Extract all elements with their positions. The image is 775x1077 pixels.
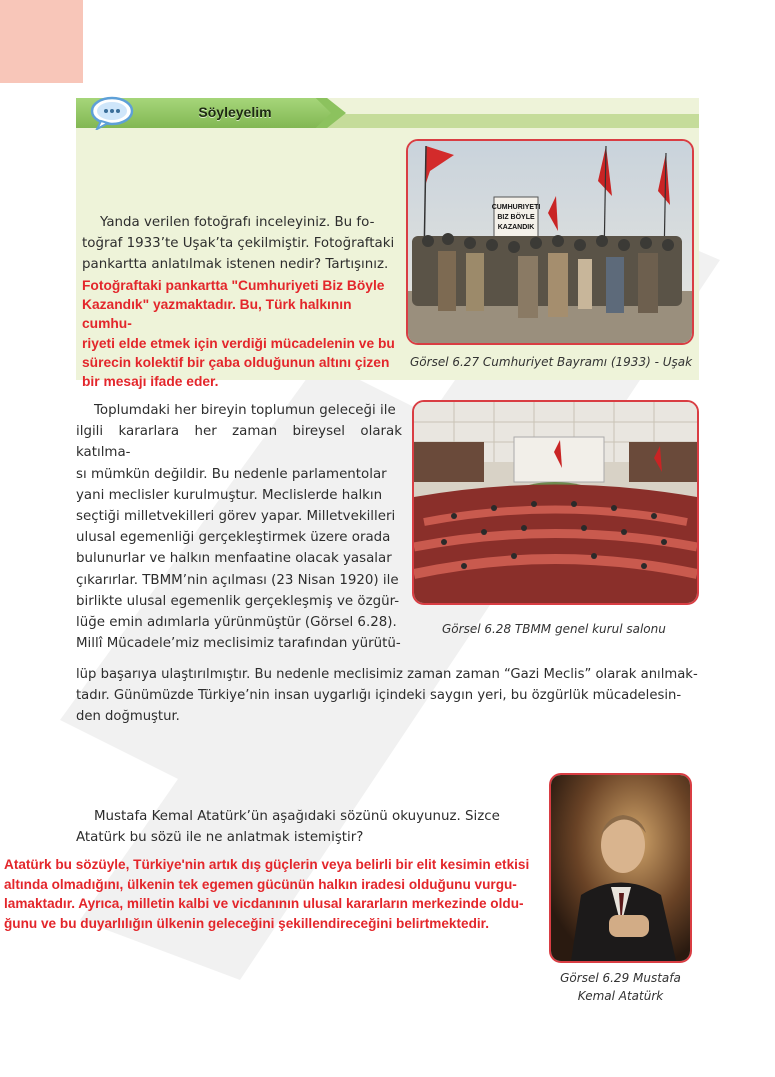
answer-line: Atatürk bu sözüyle, Türkiye'nin artık dış güçlerin veya belirli bir elit kesimin etkisi [4,857,530,872]
quote-answer [4,855,544,933]
text-line: seçtiği milletvekilleri görev yapar. Milletvekilleri [76,509,396,525]
main-paragraph-wide [76,664,699,728]
photo-ataturk-portrait [549,773,692,963]
photo-caption: Görsel 6.27 Cumhuriyet Bayramı (1933) - Uşak [410,355,693,369]
text-line: çıkarırlar. TBMM’nin açılması (23 Nisan 1920) ile [76,572,399,588]
photo-tbmm-hall [412,400,699,605]
main-paragraph-narrow [76,400,402,654]
text-line: bulunurlar ve halkın menfaatine olacak yasalar [76,551,392,567]
banner-text: BIZ BÖYLE [497,214,535,221]
banner-text: CUMHURIYETI [491,204,541,211]
text-line: ulusal egemenliği gerçekleştirmek üzere orada [76,530,391,546]
answer-line: bir mesajı ifade eder. [82,374,219,390]
caption-line: Kemal Atatürk [577,989,664,1003]
section-question [82,212,396,276]
text-line: toğraf 1933’te Uşak’ta çekilmiştir. Fotoğraftaki [82,236,395,252]
text-line: Toplumdaki her bireyin toplumun geleceği ile [94,403,396,418]
text-line: tadır. Günümüzde Türkiye’nin insan uygarlığı içindeki saygın yeri, bu özgürlük mücadelesin- [76,688,682,704]
photo-caption: Görsel 6.28 TBMM genel kurul salonu [442,622,666,636]
answer-line: Kazandık" yazmaktadır. Bu, Türk halkının cumhu- [82,297,352,332]
answer-line: sürecin kolektif bir çaba olduğunun altını çizen [82,354,390,370]
answer-line: riyeti elde etmek için verdiği mücadelenin ve bu [82,335,395,351]
banner-text: KAZANDIK [497,224,535,231]
crowd-photo [408,141,692,343]
text-line: Millî Mücadele’miz meclisimiz tarafından yürütü- [76,636,401,652]
section-title: Söyleyelim [198,104,272,120]
text-line: lüp başarıya ulaştırılmıştır. Bu nedenle meclisimiz zaman zaman “Gazi Meclis” olarak anılmak- [76,667,698,682]
answer-line: Fotoğraftaki pankartta "Cumhuriyeti Biz Böyle [82,278,385,293]
assembly-hall-photo [414,402,697,603]
answer-line: lamaktadır. Ayrıca, milletin kalbi ve vicdanının ulusal kararların merkezinde oldu- [4,896,524,912]
text-line: sı mümkün değildir. Bu nedenle parlamentolar [76,466,387,482]
corner-color-block [0,0,83,83]
text-line: Yanda verilen fotoğrafı inceleyiniz. Bu fo- [100,215,375,230]
quote-question [76,806,526,848]
speech-bubble-icon [89,96,135,130]
text-line: lüğe emin adımlarla yürünmüştür (Görsel 6.28). [76,615,397,631]
text-line: yani meclisler kurulmuştur. Meclislerde halkın [76,487,383,503]
text-line: birlikte ulusal egemenlik gerçekleşmiş ve özgür- [76,593,400,609]
answer-line: altında olmadığını, ülkenin tek egemen gücünün halkın iradesi olduğunu vurgu- [4,876,517,892]
portrait-photo [551,775,690,961]
answer-line: ğunu ve bu duyarlılığın ülkenin geleceğini şekillendireceğini belirtmektedir. [4,915,489,931]
text-line: Mustafa Kemal Atatürk’ün aşağıdaki sözünü okuyunuz. Sizce [94,809,500,824]
photo-caption [549,969,692,1005]
text-line: den doğmuştur. [76,709,180,725]
text-line: pankartta anlatılmak istenen nedir? Tartışınız. [82,257,389,273]
photo-republic-day-usak [406,139,694,345]
caption-line: Görsel 6.29 Mustafa [560,971,681,985]
section-answer [82,276,402,391]
text-line: Atatürk bu sözü ile ne anlatmak istemiştir? [76,830,364,846]
text-line: ilgili kararlara her zaman bireysel olarak katılma- [76,424,402,461]
